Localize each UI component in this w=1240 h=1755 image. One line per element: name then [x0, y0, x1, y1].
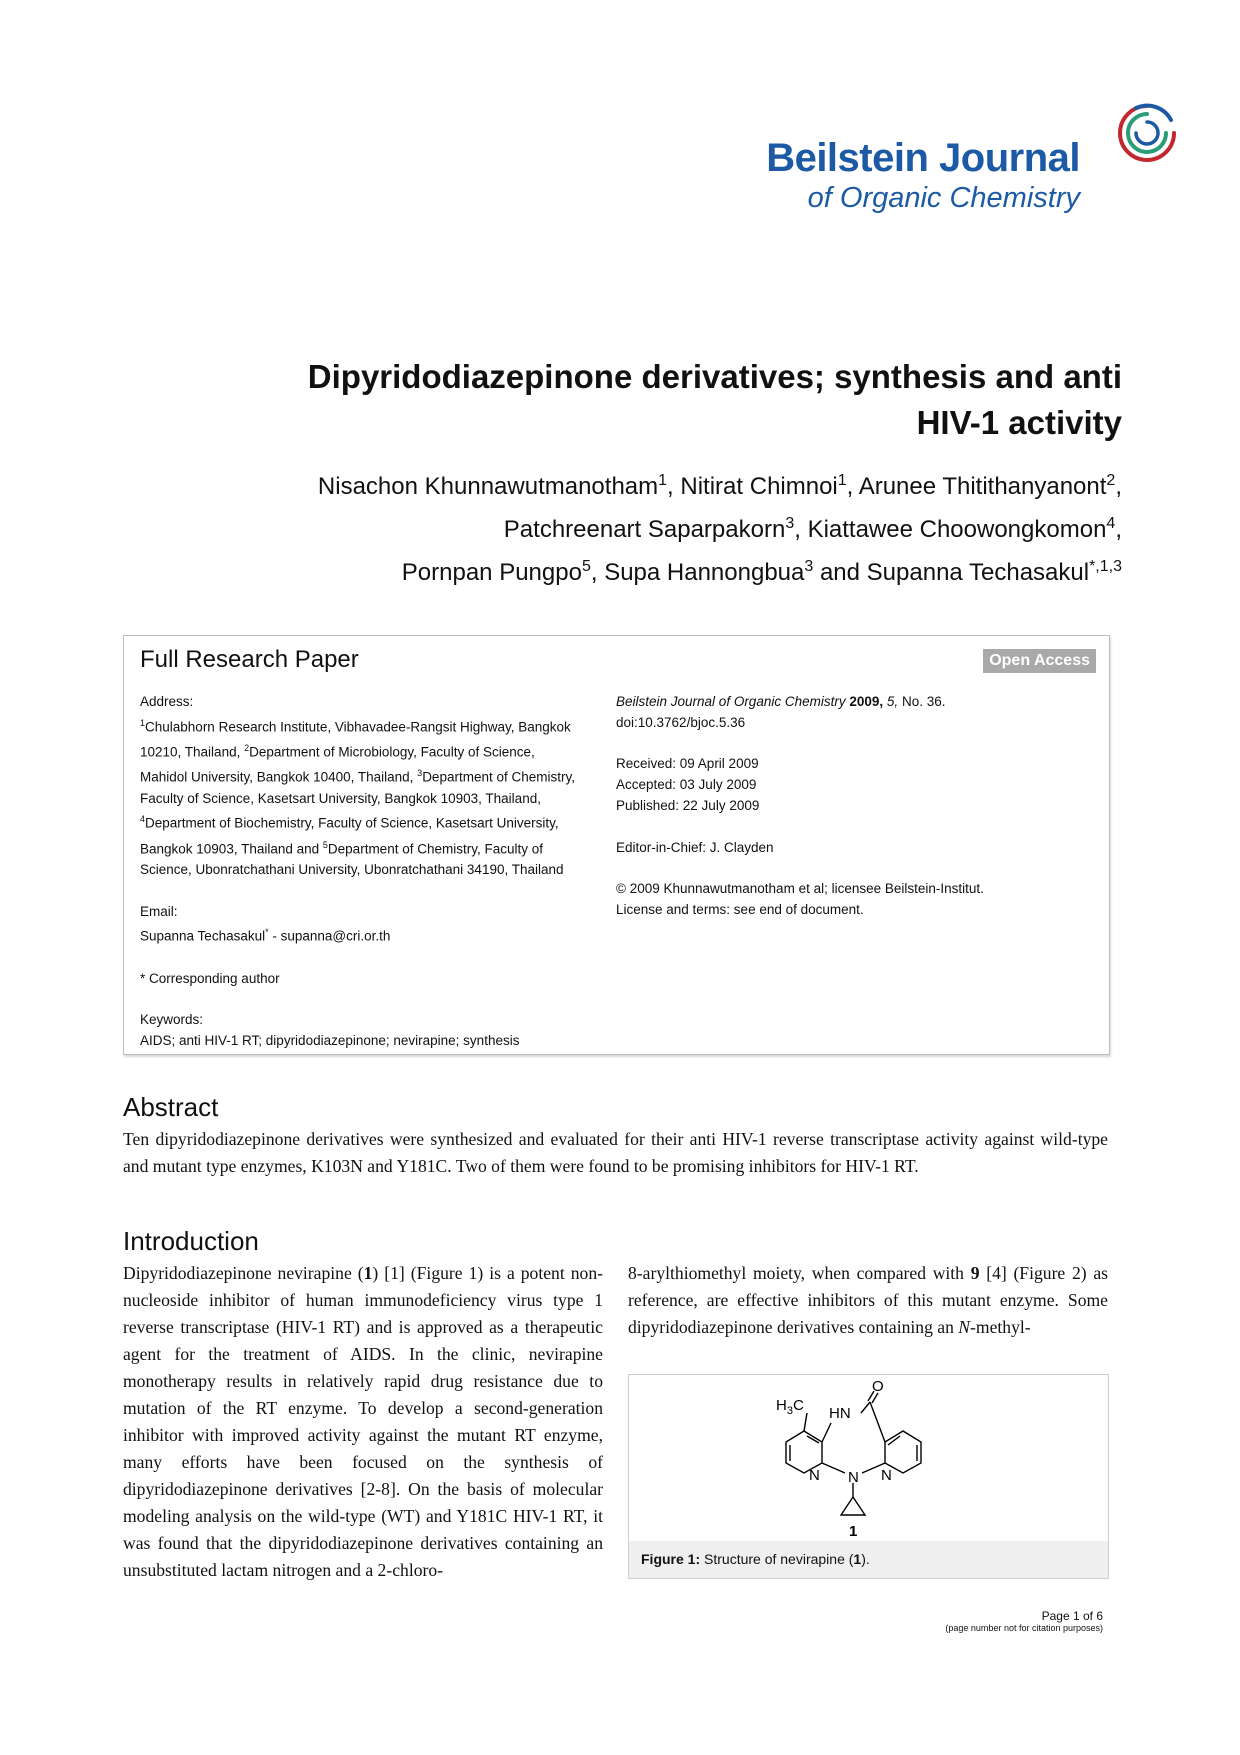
editor-in-chief: Editor-in-Chief: J. Clayden: [616, 839, 774, 855]
affiliation-text: Chulabhorn Research Institute, Vibhavadee-Rangsit Highway, Bangkok 10210, Thailand,: [140, 719, 571, 760]
author-name: Supanna Techasakul: [866, 559, 1090, 586]
author-list: Nisachon Khunnawutmanotham$^1$, Nitirat Chimnoi$^1$, Arunee Thitithanyanont$^2$, Patchreenart Saparpakorn$^3$, Kiattawee Choowongkomon$^4$, Pornpan Pungpo$^5$, Supa Hannongbua$^3$ and Supanna Techasakul$^{*,1,3}$: [317, 472, 1122, 586]
accepted-date: Accepted: 03 July 2009: [616, 777, 757, 793]
author-affiliation: 4: [1106, 515, 1116, 532]
author-affiliation: 1: [837, 472, 847, 489]
nevirapine-structure: [629, 1375, 1108, 1541]
author-name: Patchreenart Saparpakorn: [503, 516, 786, 543]
methyl-label: $H_3C$: [776, 1397, 804, 1417]
author-name: Arunee Thitithanyanont: [858, 473, 1107, 500]
author-name: Nitirat Chimnoi: [680, 473, 838, 500]
page-number: Page 1 of 6: [1041, 1609, 1103, 1623]
corresponding-author-note: * Corresponding author: [140, 970, 280, 986]
keywords: AIDS; anti HIV-1 RT; dipyridodiazepinone; nevirapine; synthesis: [140, 1032, 520, 1048]
journal-subtitle: of Organic Chemistry: [807, 182, 1080, 214]
affiliation-number: 2: [244, 743, 250, 754]
nitrogen-center-label: N: [848, 1469, 859, 1486]
journal-name: Beilstein Journal: [766, 136, 1080, 180]
journal-rings-icon: [1114, 100, 1180, 166]
article-type: Full Research Paper: [140, 646, 359, 673]
author-affiliation: 2: [1106, 472, 1116, 489]
abstract-text: Ten dipyridodiazepinone derivatives were synthesized and evaluated for their anti HIV-1 reverse transcriptase activity against wild-type and mutant type enzymes, K103N and Y181C. Two of them were found to be promising inhibitors for HIV-1 RT.: [123, 1129, 1108, 1176]
address-column: [140, 692, 580, 1052]
journal-logo: [766, 100, 1180, 220]
nitrogen-left-label: N: [809, 1467, 820, 1484]
oxygen-label: O: [872, 1378, 884, 1395]
email-line: Supanna Techasakul* - supanna@cri.or.th: [140, 927, 391, 944]
introduction-right-column: 8-arylthiomethyl moiety, when compared with 9 [4] (Figure 2) as reference, are effective inhibitors of this mutant enzyme. Some dipyridodiazepinone derivatives containing an N-methyl-: [628, 1263, 1108, 1337]
email-label: Email:: [140, 903, 178, 919]
affiliation-number: 4: [140, 814, 146, 825]
affiliation-text: Department of Biochemistry, Faculty of Science, Kasetsart University, Bangkok 10903, Thailand and: [140, 815, 559, 857]
author-name: Kiattawee Choowongkomon: [807, 516, 1107, 543]
affiliation-text: Department of Chemistry, Faculty of Science, Kasetsart University, Bangkok 10903, Thailand,: [140, 769, 575, 806]
keywords-label: Keywords:: [140, 1012, 204, 1028]
affiliation-text: Department of Chemistry, Faculty of Science, Ubonratchathani University, Ubonratchathani 34190, Thailand: [140, 841, 564, 878]
author-name: Supa Hannongbua: [604, 559, 805, 586]
introduction-left-column: Dipyridodiazepinone nevirapine (1) [1] (Figure 1) is a potent non-nucleoside inhibitor of human immunodeficiency virus type 1 reverse transcriptase (HIV-1 RT) and is approved as a therapeutic agent for the treatment of AIDS. In the clinic, nevirapine monotherapy results in relatively rapid drug resistance due to mutation of the RT enzyme. To develop a second-generation inhibitor with improved activity against the mutant RT enzyme, many efforts have been focused on the synthesis of dipyridodiazepinone derivatives [2-8]. On the basis of molecular modeling analysis on the wild-type (WT) and Y181C HIV-1 RT, it was found that the dipyridodiazepinone derivatives containing an unsubstituted lactam nitrogen and a 2-chloro-: [123, 1263, 603, 1580]
doi-link[interactable]: doi:10.3762/bjoc.5.36: [616, 714, 746, 730]
affiliation-number: 3: [417, 768, 423, 779]
page-number-note: (page number not for citation purposes): [945, 1623, 1103, 1633]
email-address-link[interactable]: - supanna@cri.or.th: [268, 928, 391, 944]
nitrogen-right-label: N: [881, 1467, 892, 1484]
author-name: Nisachon Khunnawutmanotham: [317, 473, 659, 500]
affiliation-number: 1: [140, 717, 146, 728]
figure-caption: Figure 1: Structure of nevirapine (1).: [629, 1541, 1108, 1578]
introduction-heading: Introduction: [123, 1226, 259, 1256]
open-access-badge: Open Access: [983, 649, 1096, 673]
address-label: Address:: [140, 694, 194, 709]
figure-1: [628, 1374, 1109, 1579]
page-footer: [945, 1609, 1103, 1633]
author-affiliation: 3: [785, 515, 795, 532]
author-affiliation: 3: [804, 558, 814, 575]
author-affiliation: *,1,3: [1089, 558, 1122, 575]
compound-number: 1: [849, 1523, 858, 1540]
affiliation-number: 5: [322, 839, 328, 850]
citation-column: [616, 692, 1096, 921]
nh-label: HN: [829, 1405, 851, 1422]
affiliations: [140, 713, 580, 881]
paper-title: Dipyridodiazepinone derivatives; synthesis and anti HIV-1 activity: [307, 358, 1122, 441]
affiliation-text: Department of Microbiology, Faculty of Science, Mahidol University, Bangkok 10400, Thailand,: [140, 744, 535, 785]
published-date: Published: 22 July 2009: [616, 797, 760, 813]
received-date: Received: 09 April 2009: [616, 756, 759, 772]
article-info-box: [123, 635, 1110, 1055]
copyright: © 2009 Khunnawutmanotham et al; licensee Beilstein-Institut.: [616, 881, 984, 897]
author-affiliation: 5: [581, 558, 591, 575]
citation: Beilstein Journal of Organic Chemistry 2009, 5, No. 36.: [616, 694, 946, 709]
author-name: Pornpan Pungpo: [401, 559, 582, 586]
abstract-heading: Abstract: [123, 1092, 219, 1122]
license-note: License and terms: see end of document.: [616, 901, 864, 917]
author-affiliation: 1: [658, 472, 668, 489]
